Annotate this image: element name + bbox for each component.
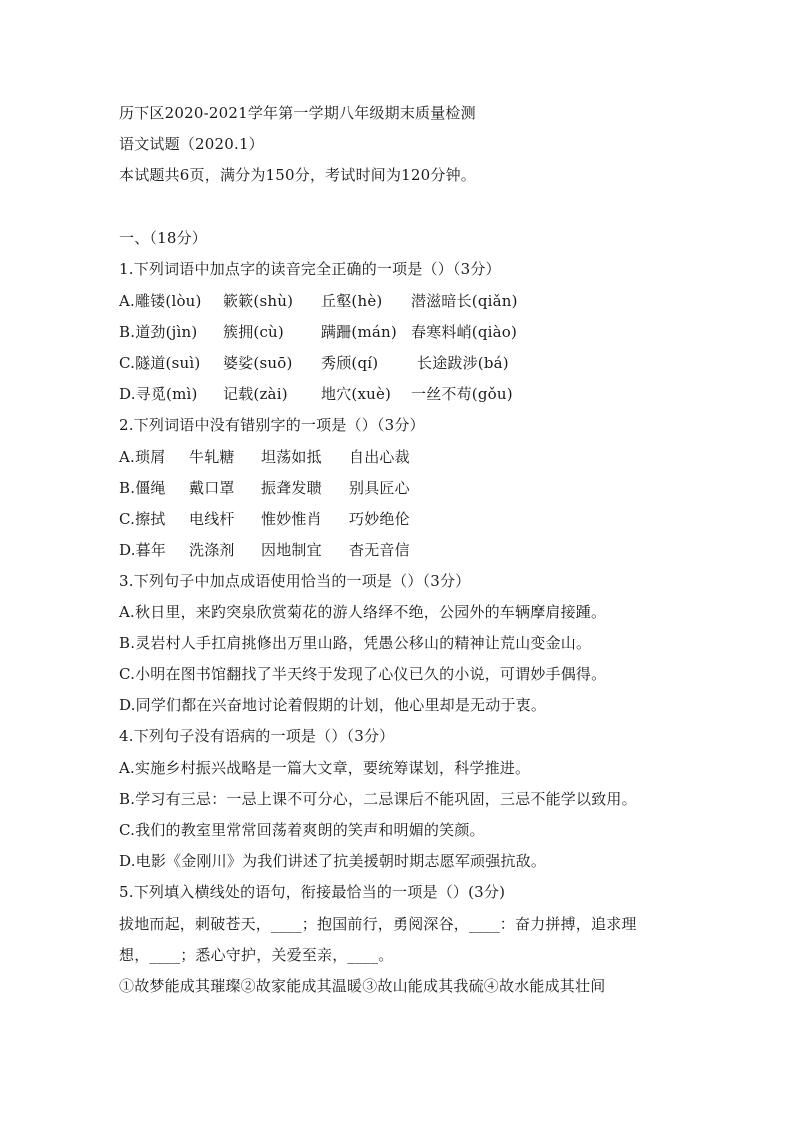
option-word: 杳无音信: [349, 541, 410, 559]
question-4-option-c: C.我们的教室里常常回荡着爽朗的笑声和明媚的笑颜。: [119, 821, 485, 839]
question-3-option-c: C.小明在图书馆翻找了半天终于发现了心仪已久的小说，可谓妙手偶得。: [119, 665, 607, 683]
question-2-stem: 2.下列词语中没有错别字的一项是（）（3分）: [119, 416, 425, 434]
option-word: A.雕镂(lòu): [119, 292, 202, 310]
question-1-option-c: [119, 353, 509, 373]
question-1-option-a: [119, 291, 518, 311]
option-word: 振聋发聩: [261, 479, 322, 497]
question-5-passage-line-2: 想，____；悉心守护，关爱至亲，____。: [119, 946, 394, 964]
question-1-option-b: [119, 322, 517, 342]
option-word: B.道劲(jìn): [119, 323, 198, 341]
question-2-option-a: [119, 447, 410, 467]
question-1-stem: 1.下列词语中加点字的读音完全正确的一项是（）（3分）: [119, 260, 501, 278]
question-4-option-b: B.学习有三忌：一忌上课不可分心，二忌课后不能巩固，三忌不能学以致用。: [119, 790, 637, 808]
exam-title: 历下区2020-2021学年第一学期八年级期末质量检测: [119, 104, 476, 122]
question-3-stem: 3.下列句子中加点成语使用恰当的一项是（）（3分）: [119, 572, 471, 590]
question-2-option-c: [119, 509, 410, 529]
option-word: A.琐屑: [119, 448, 166, 466]
option-word: 坦荡如抵: [261, 448, 322, 466]
option-word: 婆娑(suō): [223, 354, 293, 372]
option-word: 巧妙绝伦: [349, 510, 410, 528]
option-word: 洗涤剂: [189, 541, 235, 559]
question-3-option-a: A.秋日里，来趵突泉欣赏菊花的游人络绎不绝，公园外的车辆摩肩接踵。: [119, 603, 607, 621]
option-word: 秀颀(qí): [321, 354, 379, 372]
question-2-option-d: [119, 540, 410, 560]
option-word: 一丝不苟(gǒu): [411, 385, 513, 403]
question-5-passage-line-1: 拔地而起，刺破苍天，____；抱国前行，勇阅深谷，____：奋力拼搏，追求理: [119, 915, 637, 933]
option-word: 潜滋暗长(qiǎn): [411, 292, 518, 310]
option-word: 自出心裁: [349, 448, 410, 466]
exam-note: 本试题共6页，满分为150分，考试时间为120分钟。: [119, 166, 477, 184]
option-word: 牛轧糖: [189, 448, 235, 466]
option-word: 簇拥(cù): [223, 323, 284, 341]
question-3-option-b: B.灵岩村人手扛肩挑修出万里山路，凭愚公移山的精神让荒山变金山。: [119, 634, 592, 652]
option-word: 戴口罩: [189, 479, 235, 497]
question-2-option-b: [119, 478, 410, 498]
question-4-option-d: D.电影《金刚川》为我们讲述了抗美援朝时期志愿军顽强抗敌。: [119, 852, 547, 870]
option-word: 春寒料峭(qiào): [411, 323, 518, 341]
option-word: 地穴(xuè): [321, 385, 392, 403]
option-word: 长途跋涉(bá): [417, 354, 509, 372]
option-word: D.寻觅(mì): [119, 385, 198, 403]
option-word: 别具匠心: [349, 479, 410, 497]
question-5-stem: 5.下列填入横线处的语句，衔接最恰当的一项是（）(3分): [119, 883, 506, 901]
option-word: 因地制宜: [261, 541, 322, 559]
exam-subject: 语文试题（2020.1）: [119, 135, 264, 153]
option-word: D.暮年: [119, 541, 167, 559]
option-word: 丘壑(hè): [321, 292, 383, 310]
option-word: 记载(zài): [223, 385, 288, 403]
option-word: 惟妙惟肖: [261, 510, 322, 528]
option-word: C.隧道(suì): [119, 354, 201, 372]
option-word: 簌簌(shù): [223, 292, 294, 310]
option-word: 电线杆: [189, 510, 235, 528]
question-5-choices: ①故梦能成其璀璨②故家能成其温暖③故山能成其我硫④故水能成其壮间: [119, 977, 606, 995]
question-4-stem: 4.下列句子没有语病的一项是（）（3分）: [119, 727, 395, 745]
question-3-option-d: D.同学们都在兴奋地讨论着假期的计划，他心里却是无动于衷。: [119, 696, 547, 714]
option-word: B.僵绳: [119, 479, 166, 497]
option-word: C.擦拭: [119, 510, 166, 528]
question-4-option-a: A.实施乡村振兴战略是一篇大文章，要统筹谋划，科学推进。: [119, 759, 531, 777]
question-1-option-d: [119, 384, 513, 404]
section-heading: 一、（18分）: [119, 229, 207, 247]
option-word: 蹒跚(mán): [321, 323, 397, 341]
